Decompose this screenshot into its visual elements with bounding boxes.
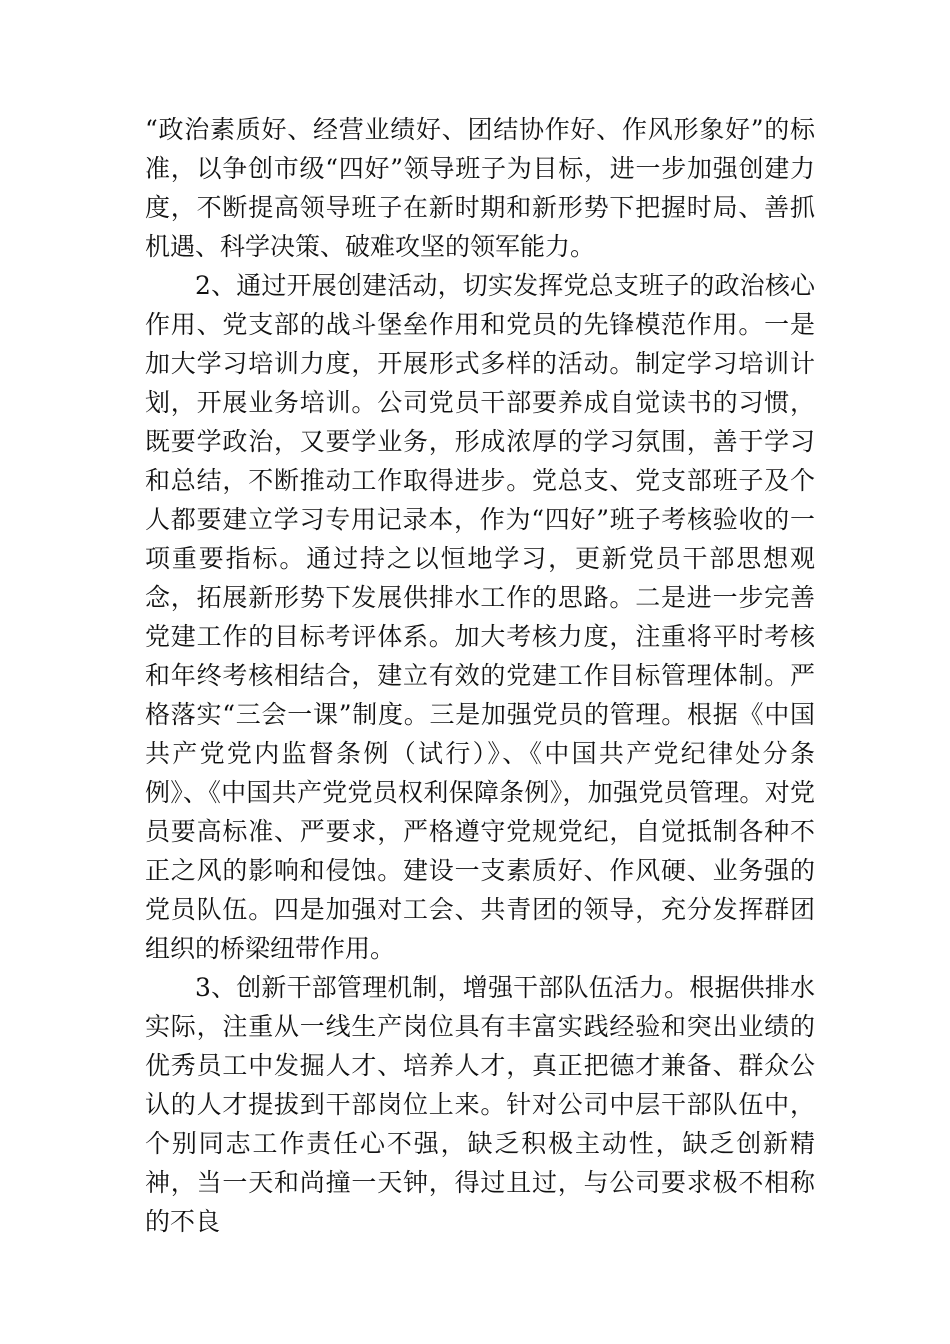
paragraph-item-2: 2、通过开展创建活动，切实发挥党总支班子的政治核心作用、党支部的战斗堡垒作用和党员的先锋模范作用。一是加大学习培训力度，开展形式多样的活动。制定学习培训计划，开展业务培训。公司党员干部要养成自觉读书的习惯，既要学政治，又要学业务，形成浓厚的学习氛围，善于学习和总结，不断推动工作取得进步。党总支、党支部班子及个人都要建立学习专用记录本，作为“四好”班子考核验收的一项重要指标。通过持之以恒地学习，更新党员干部思想观念，拓展新形势下发展供排水工作的思路。二是进一步完善党建工作的目标考评体系。加大考核力度，注重将平时考核和年终考核相结合，建立有效的党建工作目标管理体制。严格落实“三会一课”制度。三是加强党员的管理。根据《中国共产党党内监督条例（试行）》、《中国共产党纪律处分条例》、《中国共产党党员权利保障条例》，加强党员管理。对党员要高标准、严要求，严格遵守党规党纪，自觉抵制各种不正之风的影响和侵蚀。建设一支素质好、作风硬、业务强的党员队伍。四是加强对工会、共青团的领导，充分发挥群团组织的桥梁纽带作用。 [145, 271, 815, 963]
document-body [145, 110, 815, 1241]
paragraph-standards: “政治素质好、经营业绩好、团结协作好、作风形象好”的标准，以争创市级“四好”领导班子为目标，进一步加强创建力度，不断提高领导班子在新时期和新形势下把握时局、善抓机遇、科学决策、破难攻坚的领军能力。 [145, 115, 815, 261]
paragraph-item-3: 3、创新干部管理机制，增强干部队伍活力。根据供排水实际，注重从一线生产岗位具有丰富实践经验和突出业绩的优秀员工中发掘人才、培养人才，真正把德才兼备、群众公认的人才提拔到干部岗位上来。针对公司中层干部队伍中，个别同志工作责任心不强，缺乏积极主动性，缺乏创新精神，当一天和尚撞一天钟，得过且过，与公司要求极不相称的不良 [145, 973, 815, 1236]
